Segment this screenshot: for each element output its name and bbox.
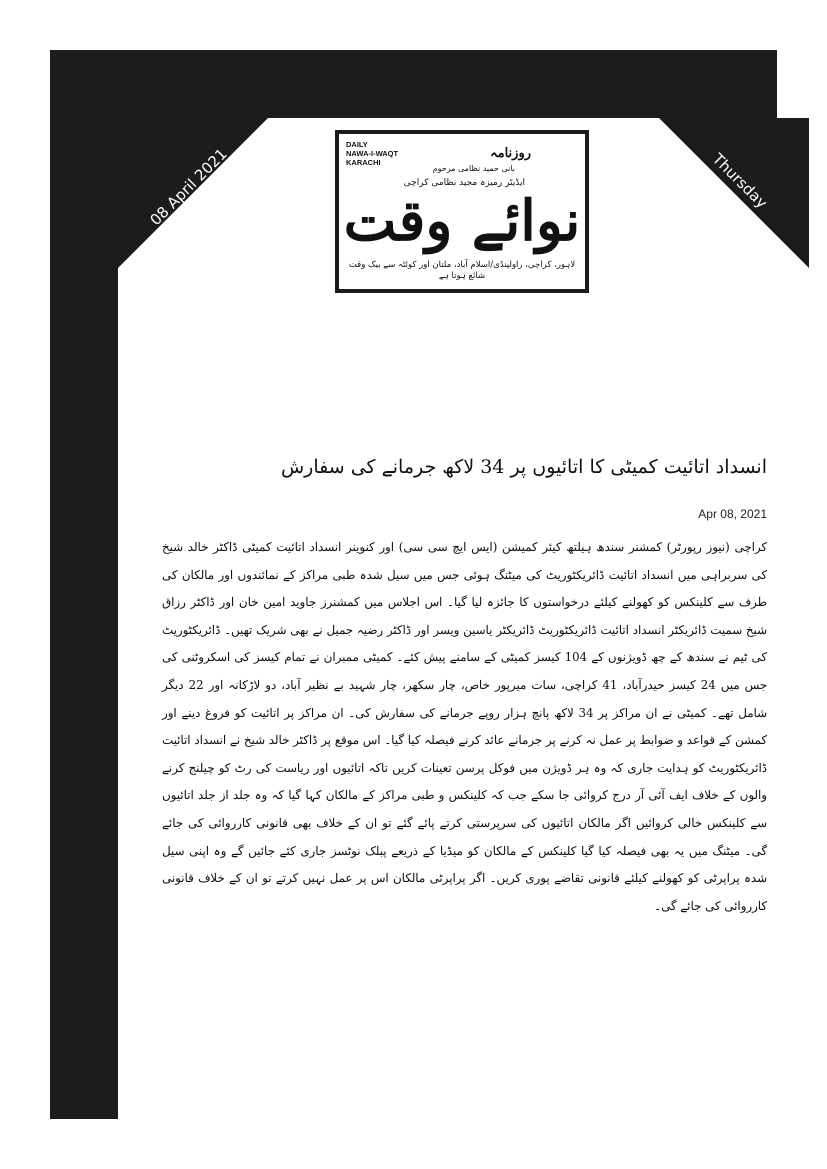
masthead-english-line: NAWA-I-WAQT xyxy=(346,149,399,158)
masthead-title: نوائے وقت xyxy=(343,188,581,254)
masthead-roznama: روزنامہ xyxy=(490,146,531,161)
newspaper-page xyxy=(118,118,809,1150)
masthead-tagline: لاہور، کراچی، راولپنڈی/اسلام آباد، ملتان اور کوئٹہ سے بیک وقت شائع ہوتا ہے xyxy=(348,260,576,281)
masthead-founder: بانی حمید نظامی مرحوم xyxy=(432,164,515,173)
masthead-editor: ایڈیٹر رمیزہ مجید نظامی کراچی xyxy=(403,178,525,188)
article-body: کراچی (نیوز رپورٹر) کمشنر سندھ ہیلتھ کیئر کمیشن (ایس ایچ سی سی) اور کنوینر انسداد اتائیت کمیٹی ڈاکٹر خالد شیخ کی سربراہی میں انسداد اتائیت ڈائریکٹوریٹ کی میٹنگ ہوئی جس میں سیل شدہ طبی مراکز کے نمائندوں اور مالکان کی طرف سے کلینکس کو کھولنے کیلئے درخواستوں کا جائزہ لیا گیا۔ اس اجلاس میں کمشنرز جاوید امین خان اور ڈاکٹر رزاق شیخ سمیت ڈائریکٹر انسداد اتائیت ڈائریکٹوریٹ ڈائریکٹر یاسین ویسر اور ڈاکٹر رضیہ جمیل نے بھی شریک تھیں۔ ڈائریکٹوریٹ کی ٹیم نے سندھ کے چھ ڈویژنوں کے 104 کیسز کمیٹی کے سامنے پیش کئے۔ کمیٹی ممبران نے تمام کیسز کی اسکروٹنی کی جس میں 24 کیسز حیدرآباد، 41 کراچی، سات میرپور خاص، چار سکھر، چار شہید بے نظیر آباد، دو لاڑکانہ اور 22 دیگر شامل تھے۔ کمیٹی نے ان مراکز پر 34 لاکھ پانچ ہزار روپے جرمانے کی سفارش کی۔ ان مراکز پر اتائیت کو فروغ دینے اور کمشن کے قواعد و ضوابط پر عمل نہ کرنے پر جرمانے عائد کرنے فیصلہ کیا گیا۔ اس موقع پر ڈاکٹر خالد شیخ نے انسداد اتائیت ڈائریکٹوریٹ کو ہدایت جاری کہ وہ ہر ڈویژن میں فوکل پرسن تعینات کریں تاکہ اتائیوں اور ریاست کی رٹ کو چیلنج کرنے والوں کے خلاف ایف آئی آر درج کروائی جا سکے جب کہ کلینکس و طبی مراکز کے مالکان کہا گیا کہ وہ جلد از جلد اتائیوں سے کلینکس خالی کروائیں اگر مالکان اتائیوں کی سرپرستی کرتے پائے گئے تو ان کے خلاف بھی قانونی کارروائی کی جائے گی۔ میٹنگ میں یہ بھی فیصلہ کیا گیا کلینکس کے مالکان کو میڈیا کے ذریعے پبلک نوٹسز جاری کئے جائیں گے وہ اپنی سیل شدہ پراپرٹی کو کھولنے کیلئے قانونی تقاضے پوری کریں۔ اگر پراپرٹی مالکان اس پر عمل نہیں کرتے تو ان کے خلاف قانونی کارروائی کی جائے گی۔ xyxy=(162,540,767,913)
publication-day: Thursday xyxy=(709,149,772,213)
publication-date: 08 April 2021 xyxy=(146,144,231,230)
day-corner-ribbon xyxy=(659,118,809,268)
article-headline: انسداد اتائیت کمیٹی کا اتائیوں پر 34 لاکھ جرمانے کی سفارش xyxy=(280,456,767,478)
masthead-english-name xyxy=(346,140,398,167)
masthead-english-line: KARACHI xyxy=(346,158,381,167)
masthead-english-line: DAILY xyxy=(346,140,368,149)
masthead-inner xyxy=(339,134,585,289)
newspaper-masthead-logo xyxy=(335,130,589,293)
page-frame xyxy=(50,50,777,1119)
article-date: Apr 08, 2021 xyxy=(698,507,767,521)
